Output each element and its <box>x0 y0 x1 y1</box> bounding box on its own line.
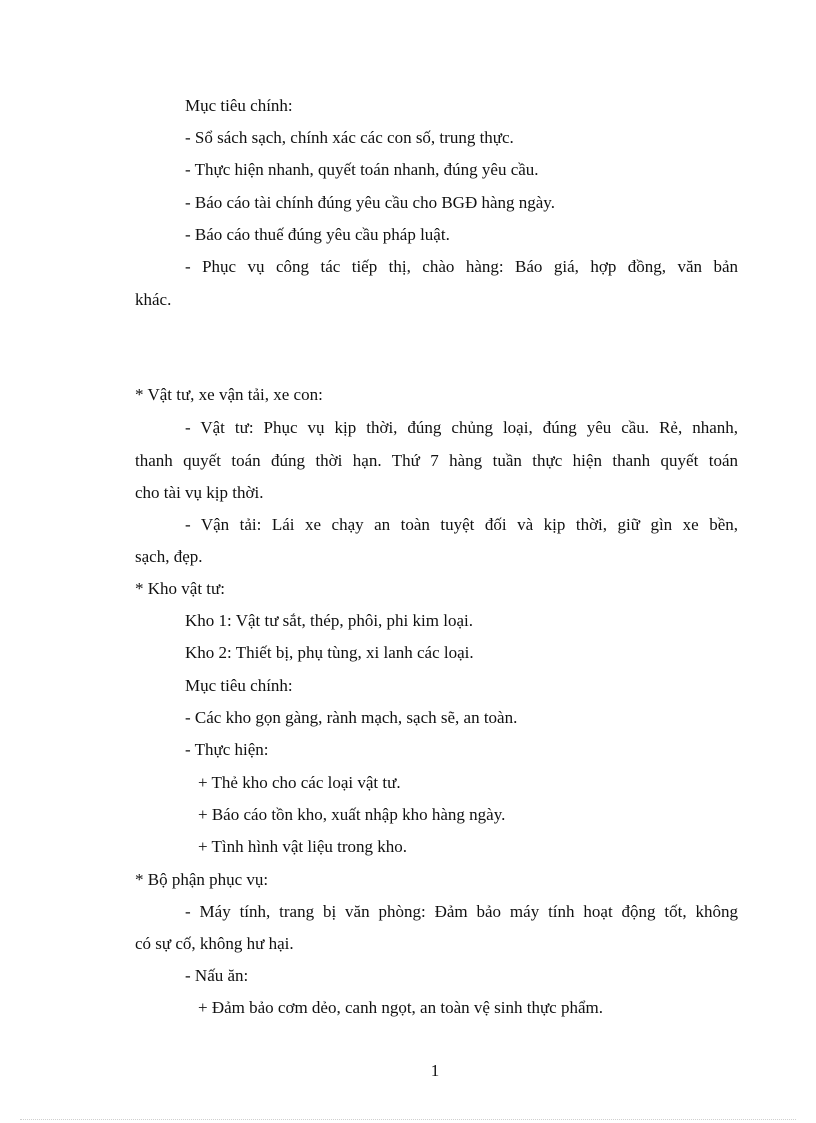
section-heading: * Kho vật tư: <box>135 579 225 598</box>
text-line: Kho 1: Vật tư sắt, thép, phôi, phi kim loại. <box>185 611 473 630</box>
text-line: Mục tiêu chính: <box>185 96 293 115</box>
text-line: - Thực hiện nhanh, quyết toán nhanh, đúng yêu cầu. <box>185 160 539 179</box>
text-line: + Báo cáo tồn kho, xuất nhập kho hàng ngày. <box>198 805 506 824</box>
text-line: + Thẻ kho cho các loại vật tư. <box>198 773 401 792</box>
text-line: - Nấu ăn: <box>185 966 249 985</box>
text-line: - Báo cáo thuế đúng yêu cầu pháp luật. <box>185 225 450 244</box>
text-line: thanh quyết toán đúng thời hạn. Thứ 7 hàng tuần thực hiện thanh quyết toán <box>135 451 738 470</box>
text-line: + Đảm bảo cơm dẻo, canh ngọt, an toàn vệ sinh thực phẩm. <box>198 998 603 1017</box>
page-number: 1 <box>430 1061 440 1080</box>
text-line: - Báo cáo tài chính đúng yêu cầu cho BGĐ hàng ngày. <box>185 193 555 212</box>
text-line: Kho 2: Thiết bị, phụ tùng, xi lanh các loại. <box>185 643 474 662</box>
text-line: - Sổ sách sạch, chính xác các con số, trung thực. <box>185 128 514 147</box>
text-line: cho tài vụ kịp thời. <box>135 483 264 502</box>
text-line: - Máy tính, trang bị văn phòng: Đảm bảo máy tính hoạt động tốt, không <box>185 902 738 921</box>
text-line: - Vật tư: Phục vụ kịp thời, đúng chủng loại, đúng yêu cầu. Rẻ, nhanh, <box>185 418 738 437</box>
section-heading: * Bộ phận phục vụ: <box>135 870 269 889</box>
text-line: - Phục vụ công tác tiếp thị, chào hàng: Báo giá, hợp đồng, văn bản <box>185 257 738 276</box>
text-line: - Các kho gọn gàng, rành mạch, sạch sẽ, an toàn. <box>185 708 518 727</box>
text-line: có sự cố, không hư hại. <box>135 934 294 953</box>
text-line: - Thực hiện: <box>185 740 269 759</box>
page-bottom-rule <box>20 1119 796 1120</box>
section-heading: * Vật tư, xe vận tải, xe con: <box>135 385 323 404</box>
text-line: + Tình hình vật liệu trong kho. <box>198 837 408 856</box>
text-line: Mục tiêu chính: <box>185 676 293 695</box>
text-line: - Vận tải: Lái xe chạy an toàn tuyệt đối và kịp thời, giữ gìn xe bền, <box>185 515 738 534</box>
text-line: khác. <box>135 290 172 309</box>
text-line: sạch, đẹp. <box>135 547 203 566</box>
